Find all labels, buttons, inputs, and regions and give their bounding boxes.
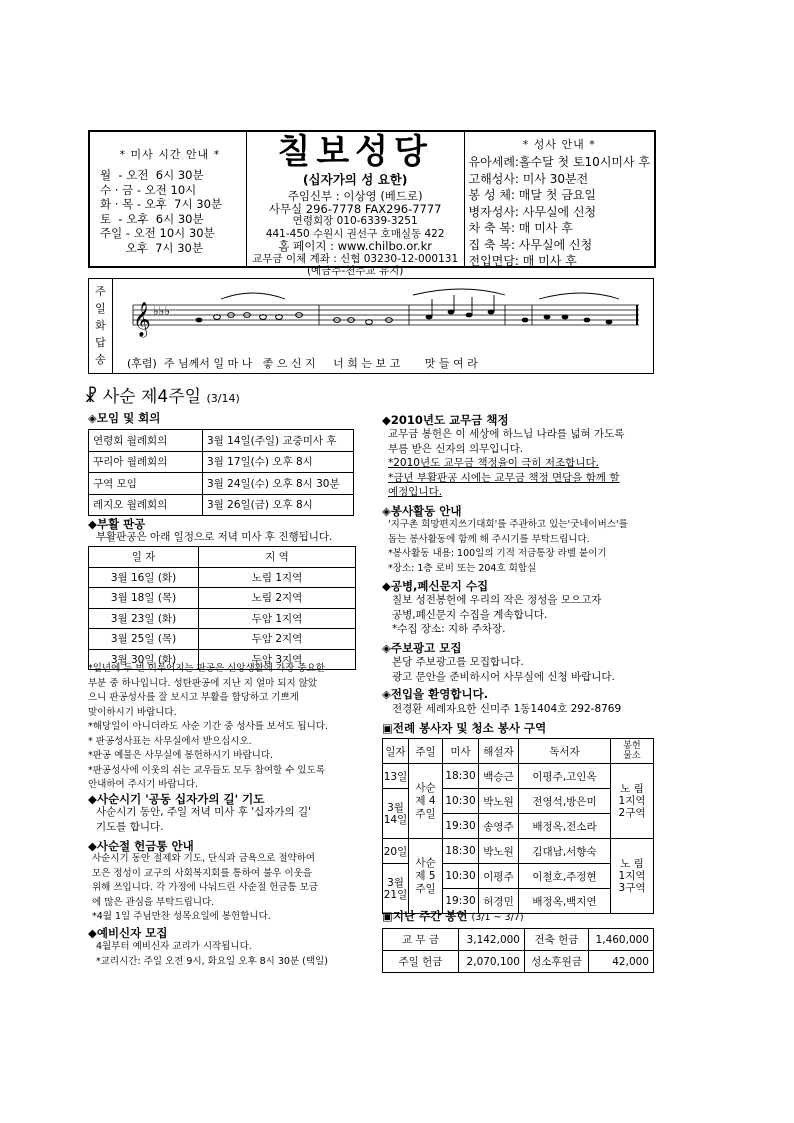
treble-clef-icon: 𝄞 bbox=[133, 302, 151, 337]
mass-time: 18:30 bbox=[443, 764, 479, 789]
commentator: 이평주 bbox=[479, 864, 519, 889]
stations-heading: ◆사순시기 '공동 십자가의 길' 기도 bbox=[88, 792, 265, 806]
table-row bbox=[89, 473, 354, 495]
note-line: 부분 중 하나입니다. 성탄판공에 지난 지 얼마 되지 않았 bbox=[88, 677, 318, 689]
table-row bbox=[383, 764, 654, 789]
meeting-name: 레지오 월례회의 bbox=[89, 494, 203, 516]
note-line: *판공성사에 이웃의 쉬는 교우들도 모두 참여할 수 있도록 bbox=[88, 764, 325, 776]
offering-amount: 2,070,100 bbox=[459, 951, 525, 973]
service-date: 3월 14일 bbox=[383, 789, 409, 839]
mass-time-row: 월 - 오전 6시 30분 bbox=[100, 168, 204, 182]
mass-times-title: * 미사 시간 안내 * bbox=[119, 148, 221, 161]
mass-times-box bbox=[90, 132, 247, 266]
meeting-time: 3월 17일(수) 오후 8시 bbox=[203, 451, 354, 473]
meeting-name: 연령회 월례회의 bbox=[89, 430, 203, 452]
church-info-box bbox=[247, 132, 465, 277]
note-line: * 판공성사표는 사무실에서 받으십시오. bbox=[88, 735, 252, 747]
note-line: 으니 판공성사를 잘 보시고 부활을 합당하고 기쁘게 bbox=[88, 692, 299, 703]
meeting-time: 3월 24일(수) 오후 8시 30분 bbox=[203, 473, 354, 495]
readers: 배정옥,전소라 bbox=[519, 814, 611, 839]
offering-amount: 42,000 bbox=[589, 951, 654, 973]
column-header: 주일 bbox=[409, 739, 443, 764]
volunteer-text bbox=[388, 518, 628, 576]
church-info-line: 연령회장 010-6339-3251 bbox=[292, 215, 418, 227]
mass-time: 10:30 bbox=[443, 789, 479, 814]
text-line: 기도를 합니다. bbox=[96, 820, 164, 833]
psalm-lyrics: (후렴) 주 님께서 일 마 나 좋 으 신 지 너 희 는 보 고 맛 들 여 라 bbox=[127, 357, 478, 370]
penance-schedule-table bbox=[88, 546, 356, 670]
service-heading: ▣전례 봉사자 및 청소 봉사 구역 bbox=[382, 721, 547, 735]
offering-label: 교 무 금 bbox=[383, 929, 459, 951]
church-account-owner: (예금주-천주교 유지) bbox=[306, 265, 404, 277]
sacrament-row: 고해성사: 미사 30분전 bbox=[468, 171, 589, 186]
service-date: 3월 21일 bbox=[383, 864, 409, 914]
note-line: *해당일이 아니더라도 사순 기간 중 성사를 보셔도 됩니다. bbox=[88, 721, 328, 732]
almsbox-text bbox=[92, 852, 318, 925]
psalm-label-char: 화 bbox=[95, 318, 106, 332]
readers: 배정옥,백지연 bbox=[519, 889, 611, 914]
penance-heading: ◆부활 판공 bbox=[88, 517, 146, 531]
almsbox-heading: ◆사순절 헌금통 안내 bbox=[88, 839, 194, 853]
offering-amount: 3,142,000 bbox=[459, 929, 525, 951]
column-header: 지 역 bbox=[199, 547, 356, 568]
schedule-area: 노림 2지역 bbox=[199, 588, 356, 609]
mass-time: 18:30 bbox=[443, 839, 479, 864]
text-line: '지구촌 희망편지쓰기대회'를 주관하고 있는'굿네이버스'를 bbox=[388, 519, 628, 530]
schedule-date: 3월 25일 (목) bbox=[89, 629, 199, 650]
mass-time: 10:30 bbox=[443, 864, 479, 889]
meetings-table bbox=[88, 429, 354, 516]
church-name: 칠보성당 bbox=[277, 132, 433, 172]
text-line: 공병,폐신문지 수집을 계속합니다. bbox=[392, 608, 548, 621]
text-line: 사순시기 동안, 주일 저녁 미사 후 '십자가의 길' bbox=[96, 806, 312, 818]
commentator: 박노원 bbox=[479, 839, 519, 864]
meeting-name: 구역 모임 bbox=[89, 473, 203, 495]
schedule-area: 두암 1지역 bbox=[199, 608, 356, 629]
table-row bbox=[89, 451, 354, 473]
psalm-label-char: 주 bbox=[95, 284, 106, 298]
sacrament-row: 집 축 복: 사무실에 신청 bbox=[468, 237, 593, 252]
schedule-date: 3월 30일 (화) bbox=[89, 649, 199, 670]
text-line: 돕는 봉사활동에 함께 해 주시기를 부탁드립니다. bbox=[388, 533, 590, 545]
table-row bbox=[89, 588, 356, 609]
column-header: 해설자 bbox=[479, 739, 519, 764]
text-line: 위해 쓰입니다. 각 가정에 나눠드린 사순절 헌금통 모금 bbox=[92, 882, 319, 893]
table-header-row bbox=[89, 547, 356, 568]
offering-label: 건축 헌금 bbox=[525, 929, 589, 951]
table-row bbox=[383, 929, 654, 951]
readers: 전영석,방은미 bbox=[519, 789, 611, 814]
bottles-text bbox=[392, 593, 601, 637]
table-row bbox=[383, 839, 654, 864]
offering-heading bbox=[382, 908, 524, 924]
text-line: 사순시기 동안 절제와 기도, 단식과 금욕으로 절약하여 bbox=[92, 853, 316, 864]
text-line: 광고 문안을 준비하시어 사무실에 신청 바랍니다. bbox=[392, 670, 615, 683]
text-line: *교리시간: 주일 오전 9시, 화요일 오후 8시 30분 (택일) bbox=[96, 955, 328, 967]
schedule-date: 3월 18일 (목) bbox=[89, 588, 199, 609]
church-account: 교무금 이체 계좌 : 신협 03230-12-000131 bbox=[252, 252, 459, 265]
commentator: 박노원 bbox=[479, 789, 519, 814]
mass-time-row: 수 · 금 - 오전 10시 bbox=[100, 182, 197, 197]
mass-time: 19:30 bbox=[443, 889, 479, 914]
text-line: *2010년도 교무금 책정율이 극히 저조합니다. bbox=[388, 457, 599, 469]
column-header: 독서자 bbox=[519, 739, 611, 764]
mass-time-row: 토 - 오후 6시 30분 bbox=[100, 211, 204, 226]
psalm-label-char: 답 bbox=[95, 336, 106, 350]
column-header: 미사 bbox=[443, 739, 479, 764]
column-header: 봉헌 물소 bbox=[611, 739, 654, 764]
text-line: 모은 정성이 교구의 사회복지회를 통하여 불우 이웃을 bbox=[92, 867, 313, 879]
schedule-area: 두암 3지역 bbox=[199, 649, 356, 670]
text-line: 본당 주보광고를 모집합니다. bbox=[392, 656, 524, 668]
music-staff bbox=[113, 279, 653, 353]
readers: 이평주,고인옥 bbox=[519, 764, 611, 789]
sacrament-row: 봉 성 체: 매달 첫 금요일 bbox=[468, 188, 596, 202]
meeting-time: 3월 14일(주일) 교중미사 후 bbox=[203, 430, 354, 452]
church-homepage: 홈 페이지 : www.chilbo.or.kr bbox=[278, 239, 432, 253]
schedule-area: 두암 2지역 bbox=[199, 629, 356, 650]
sacraments-title: * 성사 안내 * bbox=[522, 138, 596, 151]
text-line: *4월 1일 주님만찬 성목요일에 봉헌합니다. bbox=[92, 911, 271, 922]
column-header: 일 자 bbox=[89, 547, 199, 568]
sunday-title bbox=[84, 382, 240, 407]
bottles-heading: ◆공병,폐신문지 수집 bbox=[382, 579, 489, 593]
tithe-text bbox=[388, 427, 624, 500]
church-info-line: 사무실 296-7778 FAX296-7777 bbox=[268, 201, 442, 216]
service-sunday: 사순 제 4 주일 bbox=[409, 764, 443, 839]
table-row bbox=[89, 567, 356, 588]
readers: 이철호,주정현 bbox=[519, 864, 611, 889]
offering-label: 주일 헌금 bbox=[383, 951, 459, 973]
sacraments-box bbox=[465, 132, 654, 266]
responsorial-psalm bbox=[88, 278, 654, 374]
text-line: 에 많은 관심을 부탁드립니다. bbox=[92, 896, 215, 908]
readers: 김대남,서향숙 bbox=[519, 839, 611, 864]
penance-notes bbox=[88, 662, 328, 793]
offering-label: 성소후원금 bbox=[525, 951, 589, 973]
service-sunday: 사순 제 5 주일 bbox=[409, 839, 443, 914]
flat-icon: ♭♭♭ bbox=[153, 304, 170, 318]
table-row bbox=[383, 951, 654, 973]
table-row bbox=[89, 494, 354, 516]
commentator: 허경민 bbox=[479, 889, 519, 914]
meetings-heading: ◈모임 및 회의 bbox=[88, 411, 161, 425]
church-patron: (십자가의 성 요한) bbox=[302, 172, 408, 187]
mass-time-row: 오후 7시 30분 bbox=[100, 240, 203, 255]
service-date: 13일 bbox=[383, 764, 409, 789]
cleaning-zone: 노 림 1지역 2구역 bbox=[611, 764, 654, 839]
tithe-heading: ◆2010년도 교무금 책정 bbox=[382, 413, 509, 427]
commentator: 송영주 bbox=[479, 814, 519, 839]
commentator: 백승근 bbox=[479, 764, 519, 789]
offering-period: (3/1 ~ 3/7) bbox=[471, 912, 524, 923]
table-header-row bbox=[383, 739, 654, 764]
text-line: 4월부터 예비신자 교리가 시작됩니다. bbox=[96, 941, 252, 952]
text-line: 부름 받은 신자의 의무입니다. bbox=[388, 442, 524, 455]
sunday-name: ☧ 사순 제4주일 bbox=[84, 387, 202, 407]
liturgy-service-table bbox=[382, 738, 654, 914]
service-date: 20일 bbox=[383, 839, 409, 864]
offering-title: ▣지난 주간 봉헌 bbox=[382, 909, 468, 923]
catechumen-text bbox=[96, 940, 328, 969]
psalm-label-char: 송 bbox=[95, 353, 106, 367]
bulletin-header bbox=[88, 130, 656, 277]
cleaning-zone: 노 림 1지역 3구역 bbox=[611, 839, 654, 914]
welcome-heading: ◈전입을 환영합니다. bbox=[382, 687, 489, 701]
catechumen-heading: ◆예비신자 모집 bbox=[88, 926, 168, 940]
sacrament-row: 병자성사: 사무실에 신청 bbox=[468, 204, 597, 219]
church-info-line: 주임신부 : 이상영 (베드로) bbox=[287, 189, 423, 203]
sacrament-row: 전입면담: 매 미사 후 bbox=[468, 254, 577, 268]
meeting-time: 3월 26일(금) 오후 8시 bbox=[203, 494, 354, 516]
ads-heading: ◈주보광고 모집 bbox=[382, 641, 462, 655]
schedule-date: 3월 23일 (화) bbox=[89, 608, 199, 629]
text-line: *금년 부활판공 시에는 교무금 책정 면담을 함께 할 bbox=[388, 471, 620, 484]
offering-table bbox=[382, 928, 654, 973]
text-line: 교무금 봉헌은 이 세상에 하느님 나라를 넓혀 가도록 bbox=[388, 428, 625, 440]
penance-intro: 부활판공은 아래 일정으로 저녁 미사 후 진행됩니다. bbox=[96, 531, 333, 543]
offering-amount: 1,460,000 bbox=[589, 929, 654, 951]
text-line: *장소: 1층 로비 또는 204호 회합실 bbox=[388, 562, 537, 574]
sacrament-row: 유아세례:홀수달 첫 토10시미사 후 bbox=[468, 155, 650, 169]
text-line: *수집 장소: 지하 주차장. bbox=[392, 623, 506, 635]
note-line: 맞이하시기 바랍니다. bbox=[88, 706, 177, 718]
schedule-date: 3월 16일 (화) bbox=[89, 567, 199, 588]
text-line: 칠보 성전봉헌에 우리의 작은 정성을 모으고자 bbox=[392, 594, 602, 606]
mass-time-row: 화 · 목 - 오후 7시 30분 bbox=[100, 197, 222, 211]
text-line: *봉사활동 내용: 100일의 기적 저금통장 라벨 붙이기 bbox=[388, 548, 607, 559]
mass-time-row: 주일 - 오전 10시 30분 bbox=[100, 226, 215, 240]
volunteer-heading: ◈봉사활동 안내 bbox=[382, 504, 462, 518]
table-row bbox=[89, 430, 354, 452]
column-header: 일자 bbox=[383, 739, 409, 764]
psalm-side-label bbox=[89, 279, 113, 373]
welcome-text: 전경환 세례자요한 신미주 1동1404호 292-8769 bbox=[392, 703, 622, 715]
note-line: *일년에 두 번 이루어지는 판공은 신앙생활에 가장 중요한 bbox=[88, 663, 325, 674]
church-info-line: 441-450 수원시 권선구 호매실동 422 bbox=[265, 227, 445, 240]
note-line: *판공 예물은 사무실에 봉헌하시기 바랍니다. bbox=[88, 750, 274, 761]
meeting-name: 꾸리아 월례회의 bbox=[89, 451, 203, 473]
table-row bbox=[89, 608, 356, 629]
stations-text bbox=[96, 805, 311, 834]
schedule-area: 노림 1지역 bbox=[199, 567, 356, 588]
text-line: 예정입니다. bbox=[388, 486, 443, 498]
ads-text bbox=[392, 655, 615, 684]
sunday-date: (3/14) bbox=[206, 392, 240, 405]
psalm-label-char: 일 bbox=[95, 301, 106, 315]
sacrament-row: 차 축 복: 매 미사 후 bbox=[468, 221, 573, 235]
table-row bbox=[89, 629, 356, 650]
note-line: 안내하여 주시기 바랍니다. bbox=[88, 779, 199, 790]
mass-time: 19:30 bbox=[443, 814, 479, 839]
